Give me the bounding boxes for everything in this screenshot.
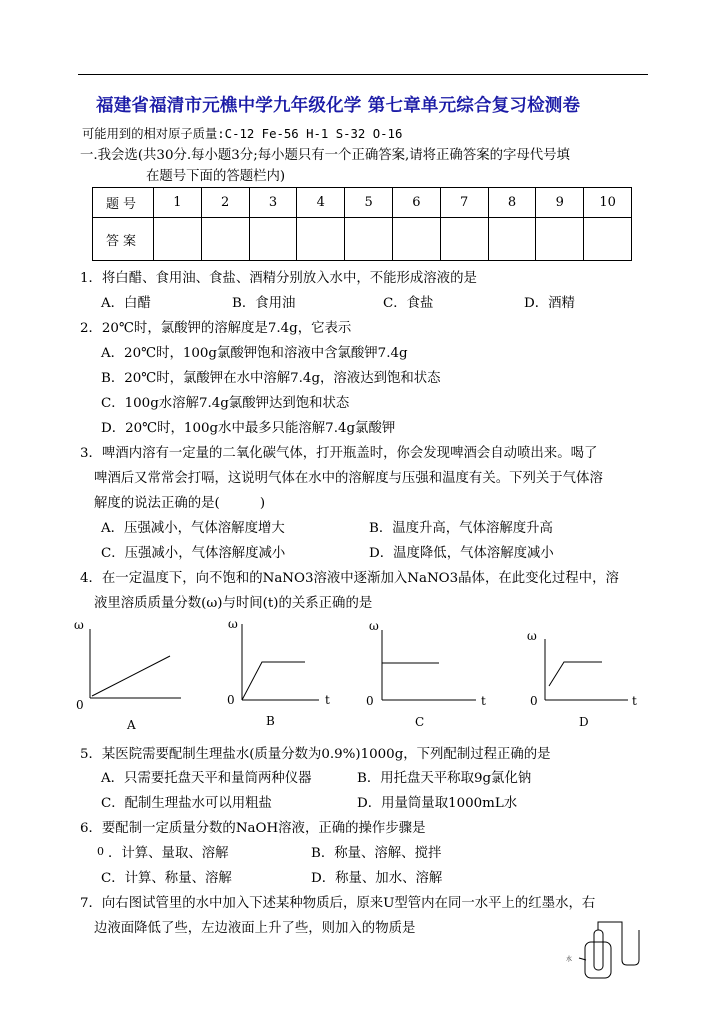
q2-option-d: D．20℃时，100g水中最多只能溶解7.4g氯酸钾	[101, 421, 396, 436]
graph-c-x-label: t	[481, 694, 486, 708]
q7-stem-line2: 边液面降低了些，左边液面上升了些，则加入的物质是	[94, 921, 416, 936]
graph-d-x-label: t	[632, 694, 637, 708]
q2-option-c: C．100g水溶解7.4g氯酸钾达到饱和状态	[101, 396, 350, 411]
question-number-cell: 8	[488, 188, 536, 218]
question-number-cell: 5	[345, 188, 393, 218]
u-tube-apparatus	[579, 922, 639, 978]
q3-stem-line2: 啤酒后又常常会打嗝，这说明气体在水中的溶解度与压强和温度有关。下列关于气体溶	[94, 471, 603, 486]
question-number-cell: 6	[392, 188, 440, 218]
question-number-cell: 2	[201, 188, 249, 218]
q5-option-b: B．用托盘天平称取9g氯化钠	[357, 771, 532, 786]
q6-option-a: ．计算、量取、溶解	[108, 846, 229, 861]
q6-stem: 6．要配制一定质量分数的NaOH溶液，正确的操作步骤是	[80, 821, 426, 836]
graph-d-curve	[549, 662, 602, 686]
question-number-cell: 9	[536, 188, 584, 218]
q4-stem-line2: 液里溶质质量分数(ω)与时间(t)的关系正确的是	[94, 596, 373, 611]
graph-a-curve	[92, 656, 170, 696]
q6-option-d: D．称量、加水、溶解	[311, 871, 443, 886]
graph-a-y-label: ω	[74, 618, 84, 632]
q3-stem-line3: 解度的说法正确的是( )	[94, 496, 266, 511]
graph-b-origin: 0	[227, 693, 235, 707]
atomic-masses-line: 可能用到的相对原子质量:C-12 Fe-56 H-1 S-32 O-16	[82, 127, 403, 141]
answer-table-row-label: 答案	[93, 218, 154, 261]
q1-option-a: A．白醋	[101, 296, 151, 311]
q3-option-a: A．压强减小，气体溶解度增大	[101, 521, 285, 536]
q2-stem: 2．20℃时，氯酸钾的溶解度是7.4g，它表示	[80, 321, 352, 336]
q7-figure-label: 水	[566, 956, 573, 963]
q5-stem: 5．某医院需要配制生理盐水(质量分数为0.9%)1000g，下列配制过程正确的是	[80, 747, 551, 762]
q2-option-b: B．20℃时，氯酸钾在水中溶解7.4g，溶液达到饱和状态	[101, 371, 441, 386]
graph-c-label: C	[415, 715, 425, 729]
connecting-tube	[598, 922, 622, 958]
graph-b-y-label: ω	[228, 617, 238, 631]
test-tube	[594, 930, 603, 970]
answer-table-row-label: 题号	[93, 188, 154, 218]
q6-option-a-mark: 0	[97, 845, 104, 858]
q5-option-a: A．只需要托盘天平和量筒两种仪器	[101, 771, 312, 786]
q3-stem-line1: 3．啤酒内溶有一定量的二氧化碳气体，打开瓶盖时，你会发现啤酒会自动喷出来。喝了	[80, 446, 598, 461]
u-tube	[622, 930, 639, 965]
beaker	[585, 942, 611, 978]
q5-option-d: D．用量筒量取1000mL水	[357, 796, 518, 811]
q2-option-a: A．20℃时，100g氯酸钾饱和溶液中含氯酸钾7.4g	[101, 346, 408, 361]
question-number-cell: 3	[249, 188, 297, 218]
graph-a-label: A	[127, 718, 136, 732]
question-number-cell: 10	[584, 188, 632, 218]
q3-option-d: D．温度降低，气体溶解度减小	[369, 546, 554, 561]
q6-option-b: B．称量、溶解、搅拌	[311, 846, 442, 861]
graph-c-origin: 0	[366, 694, 374, 708]
graph-b-x-label: t	[325, 693, 330, 707]
q1-option-b: B．食用油	[232, 296, 296, 311]
graph-c-y-label: ω	[369, 619, 379, 633]
q1-stem: 1．将白醋、食用油、食盐、酒精分别放入水中，不能形成溶液的是	[80, 271, 477, 286]
q7-stem-line1: 7．向右图试管里的水中加入下述某种物质后，原来U型管内在同一水平上的红墨水，右	[80, 896, 596, 911]
graph-b-label: B	[266, 714, 275, 728]
q1-option-c: C．食盐	[383, 296, 434, 311]
question-number-cell: 7	[440, 188, 488, 218]
q1-option-d: D．酒精	[524, 296, 575, 311]
graph-d-y-label: ω	[527, 629, 537, 643]
section1-instructions-cont: 在题号下面的答题栏内)	[146, 169, 286, 184]
q6-option-c: C．计算、称量、溶解	[101, 871, 232, 886]
graph-d-label: D	[579, 715, 589, 729]
q5-option-c: C．配制生理盐水可以用粗盐	[101, 796, 272, 811]
section1-instructions: 一.我会选(共30分.每小题3分;每小题只有一个正确答案,请将正确答案的字母代号填	[80, 148, 570, 163]
q4-stem-line1: 4．在一定温度下，向不饱和的NaNO3溶液中逐渐加入NaNO3晶体，在此变化过程中，溶	[80, 571, 619, 586]
graph-b-curve	[242, 662, 305, 700]
page-title: 福建省福清市元樵中学九年级化学 第七章单元综合复习检测卷	[96, 96, 581, 116]
question-number-cell: 4	[297, 188, 345, 218]
q3-option-c: C．压强减小，气体溶解度减小	[101, 546, 286, 561]
graph-a-origin: 0	[76, 698, 84, 712]
q3-option-b: B．温度升高，气体溶解度升高	[369, 521, 553, 536]
question-number-cell: 1	[154, 188, 202, 218]
graph-d-origin: 0	[530, 694, 538, 708]
